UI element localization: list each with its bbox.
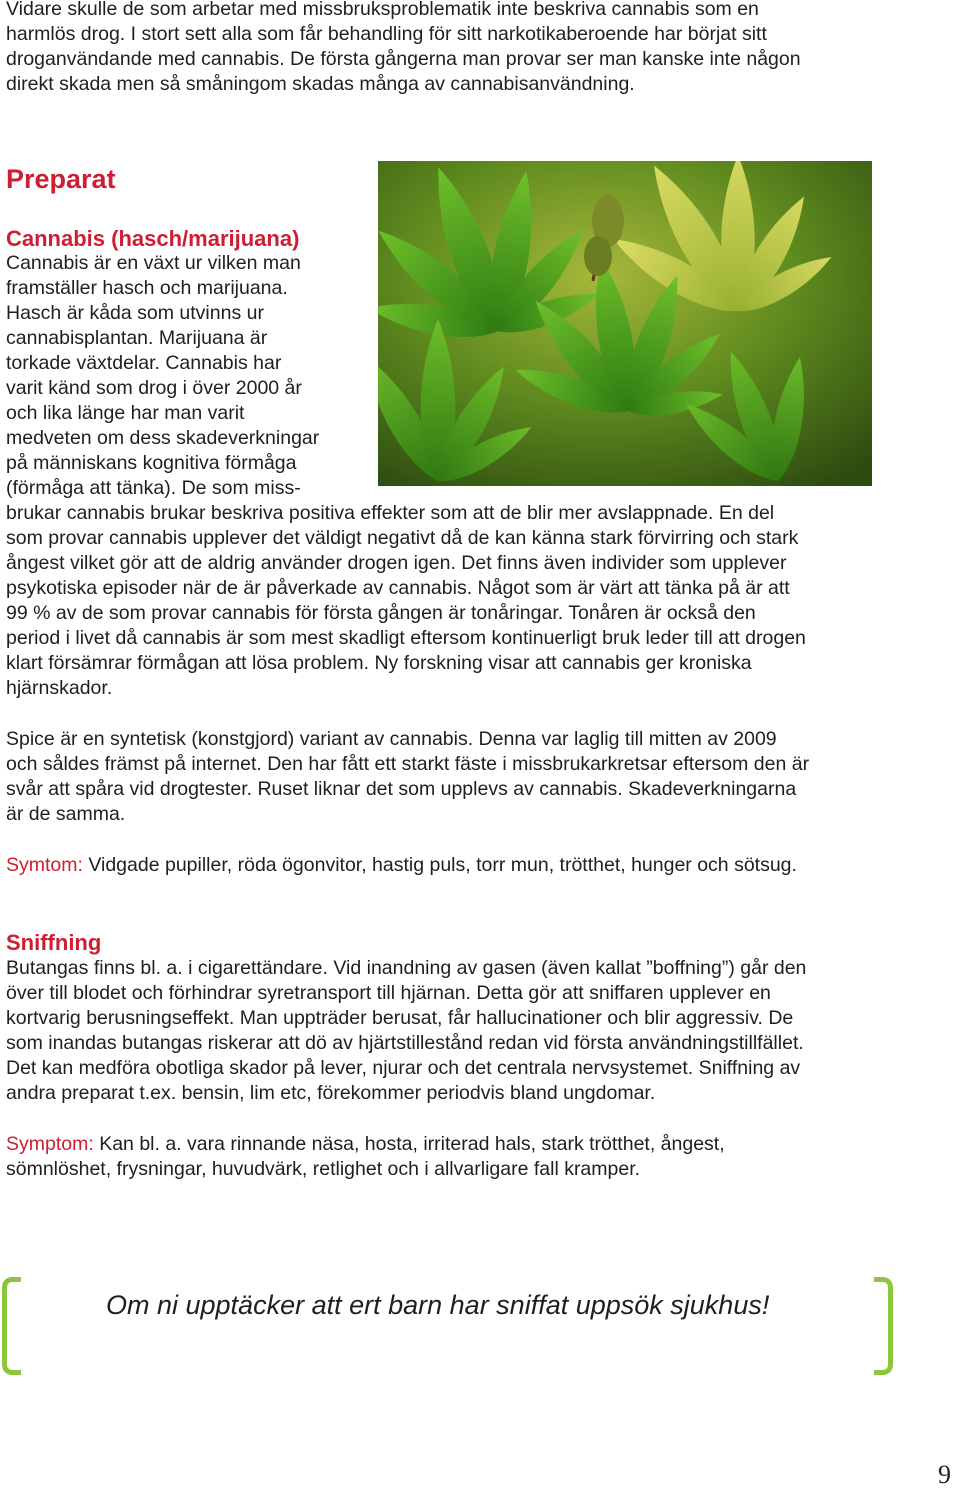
intro-line: harmlös drog. I stort sett alla som får behandling för sitt narkotikaberoende har börjat sitt bbox=[6, 23, 767, 45]
section-heading-preparat: Preparat bbox=[6, 164, 116, 194]
page-number: 9 bbox=[938, 1460, 951, 1489]
text-line: kortvarig berusningseffekt. Man uppträder berusat, får hallucinationer och blir aggressiv. De bbox=[6, 1007, 794, 1029]
text-line: ångest vilket gör att de aldrig använder drogen igen. Det finns även individer som upplever bbox=[6, 552, 787, 574]
subheading-cannabis: Cannabis (hasch/marijuana) bbox=[6, 226, 300, 251]
text-line: Cannabis är en växt ur vilken man bbox=[6, 252, 301, 274]
text-line: som provar cannabis upplever det väldigt negativt då de kan känna stark förvirring och stark bbox=[6, 527, 799, 549]
text-line: hjärnskador. bbox=[6, 677, 113, 699]
text-line: Butangas finns bl. a. i cigarettändare. Vid inandning av gasen (även kallat ”boffning”) går den bbox=[6, 957, 807, 979]
text-line: Spice är en syntetisk (konstgjord) variant av cannabis. Denna var laglig till mitten av 2009 bbox=[6, 728, 777, 750]
symptom-text: Vidgade pupiller, röda ögonvitor, hastig puls, torr mun, trötthet, hunger och sötsug. bbox=[82, 854, 797, 876]
cannabis-symptoms bbox=[6, 853, 797, 878]
intro-line: Vidare skulle de som arbetar med missbruksproblematik inte beskriva cannabis som en bbox=[6, 0, 759, 20]
subheading-sniffning: Sniffning bbox=[6, 930, 102, 955]
text-line: medveten om dess skadeverkningar bbox=[6, 427, 320, 449]
sniffning-symptoms-continued: sömnlöshet, frysningar, huvudvärk, retlighet och i allvarligare fall kramper. bbox=[6, 1158, 641, 1180]
text-line: cannabisplantan. Marijuana är bbox=[6, 327, 268, 349]
sniffning-symptoms bbox=[6, 1132, 725, 1157]
right-bracket-decoration bbox=[874, 1277, 893, 1375]
text-line: psykotiska episoder när de är påverkade av cannabis. Något som är värt att tänka på är att bbox=[6, 577, 790, 599]
symptom-label: Symtom: bbox=[6, 854, 83, 876]
text-line: varit känd som drog i över 2000 år bbox=[6, 377, 302, 399]
text-line: är de samma. bbox=[6, 803, 126, 825]
text-line: framställer hasch och marijuana. bbox=[6, 277, 288, 299]
text-line: (förmåga att tänka). De som miss- bbox=[6, 477, 301, 499]
text-line: över till blodet och förhindrar syretransport till hjärnan. Detta gör att sniffaren upplever en bbox=[6, 982, 771, 1004]
text-line: torkade växtdelar. Cannabis har bbox=[6, 352, 282, 374]
text-line: 99 % av de som provar cannabis för första gången är tonåringar. Tonåren är också den bbox=[6, 602, 756, 624]
cannabis-plant-photo bbox=[378, 161, 872, 486]
text-line: Hasch är kåda som utvinns ur bbox=[6, 302, 264, 324]
symptom-text: Kan bl. a. vara rinnande näsa, hosta, irriterad hals, stark trötthet, ångest, bbox=[93, 1133, 725, 1155]
text-line: Det kan medföra obotliga skador på lever, njurar och det centrala nervsystemet. Sniffning av bbox=[6, 1057, 801, 1079]
symptom-label: Symptom: bbox=[6, 1133, 94, 1155]
text-line: brukar cannabis brukar beskriva positiva effekter som att de blir mer avslappnade. En del bbox=[6, 502, 775, 524]
text-line: andra preparat t.ex. bensin, lim etc, förekommer periodvis bland ungdomar. bbox=[6, 1082, 656, 1104]
cannabis-leaf-illustration bbox=[378, 161, 872, 486]
text-line: och såldes främst på internet. Den har fått ett starkt fäste i missbrukarkretsar eftersom den är bbox=[6, 753, 810, 775]
text-line: klart försämrar förmågan att lösa problem. Ny forskning visar att cannabis ger kroniska bbox=[6, 652, 752, 674]
text-line: som inandas butangas riskerar att dö av hjärtstillestånd redan vid första användningstillfället. bbox=[6, 1032, 804, 1054]
callout-text: Om ni upptäcker att ert barn har sniffat uppsök sjukhus! bbox=[106, 1290, 770, 1320]
intro-line: direkt skada men så småningom skadas många av cannabisanvändning. bbox=[6, 73, 635, 95]
text-line: period i livet då cannabis är som mest skadligt eftersom kontinuerligt bruk leder till att drogen bbox=[6, 627, 806, 649]
text-line: svår att spåra vid drogtester. Ruset liknar det som upplevs av cannabis. Skadeverkningarna bbox=[6, 778, 797, 800]
text-line: på människans kognitiva förmåga bbox=[6, 452, 297, 474]
intro-line: droganvändande med cannabis. De första gångerna man provar ser man kanske inte någon bbox=[6, 48, 801, 70]
left-bracket-decoration bbox=[2, 1277, 21, 1375]
text-line: och lika länge har man varit bbox=[6, 402, 245, 424]
